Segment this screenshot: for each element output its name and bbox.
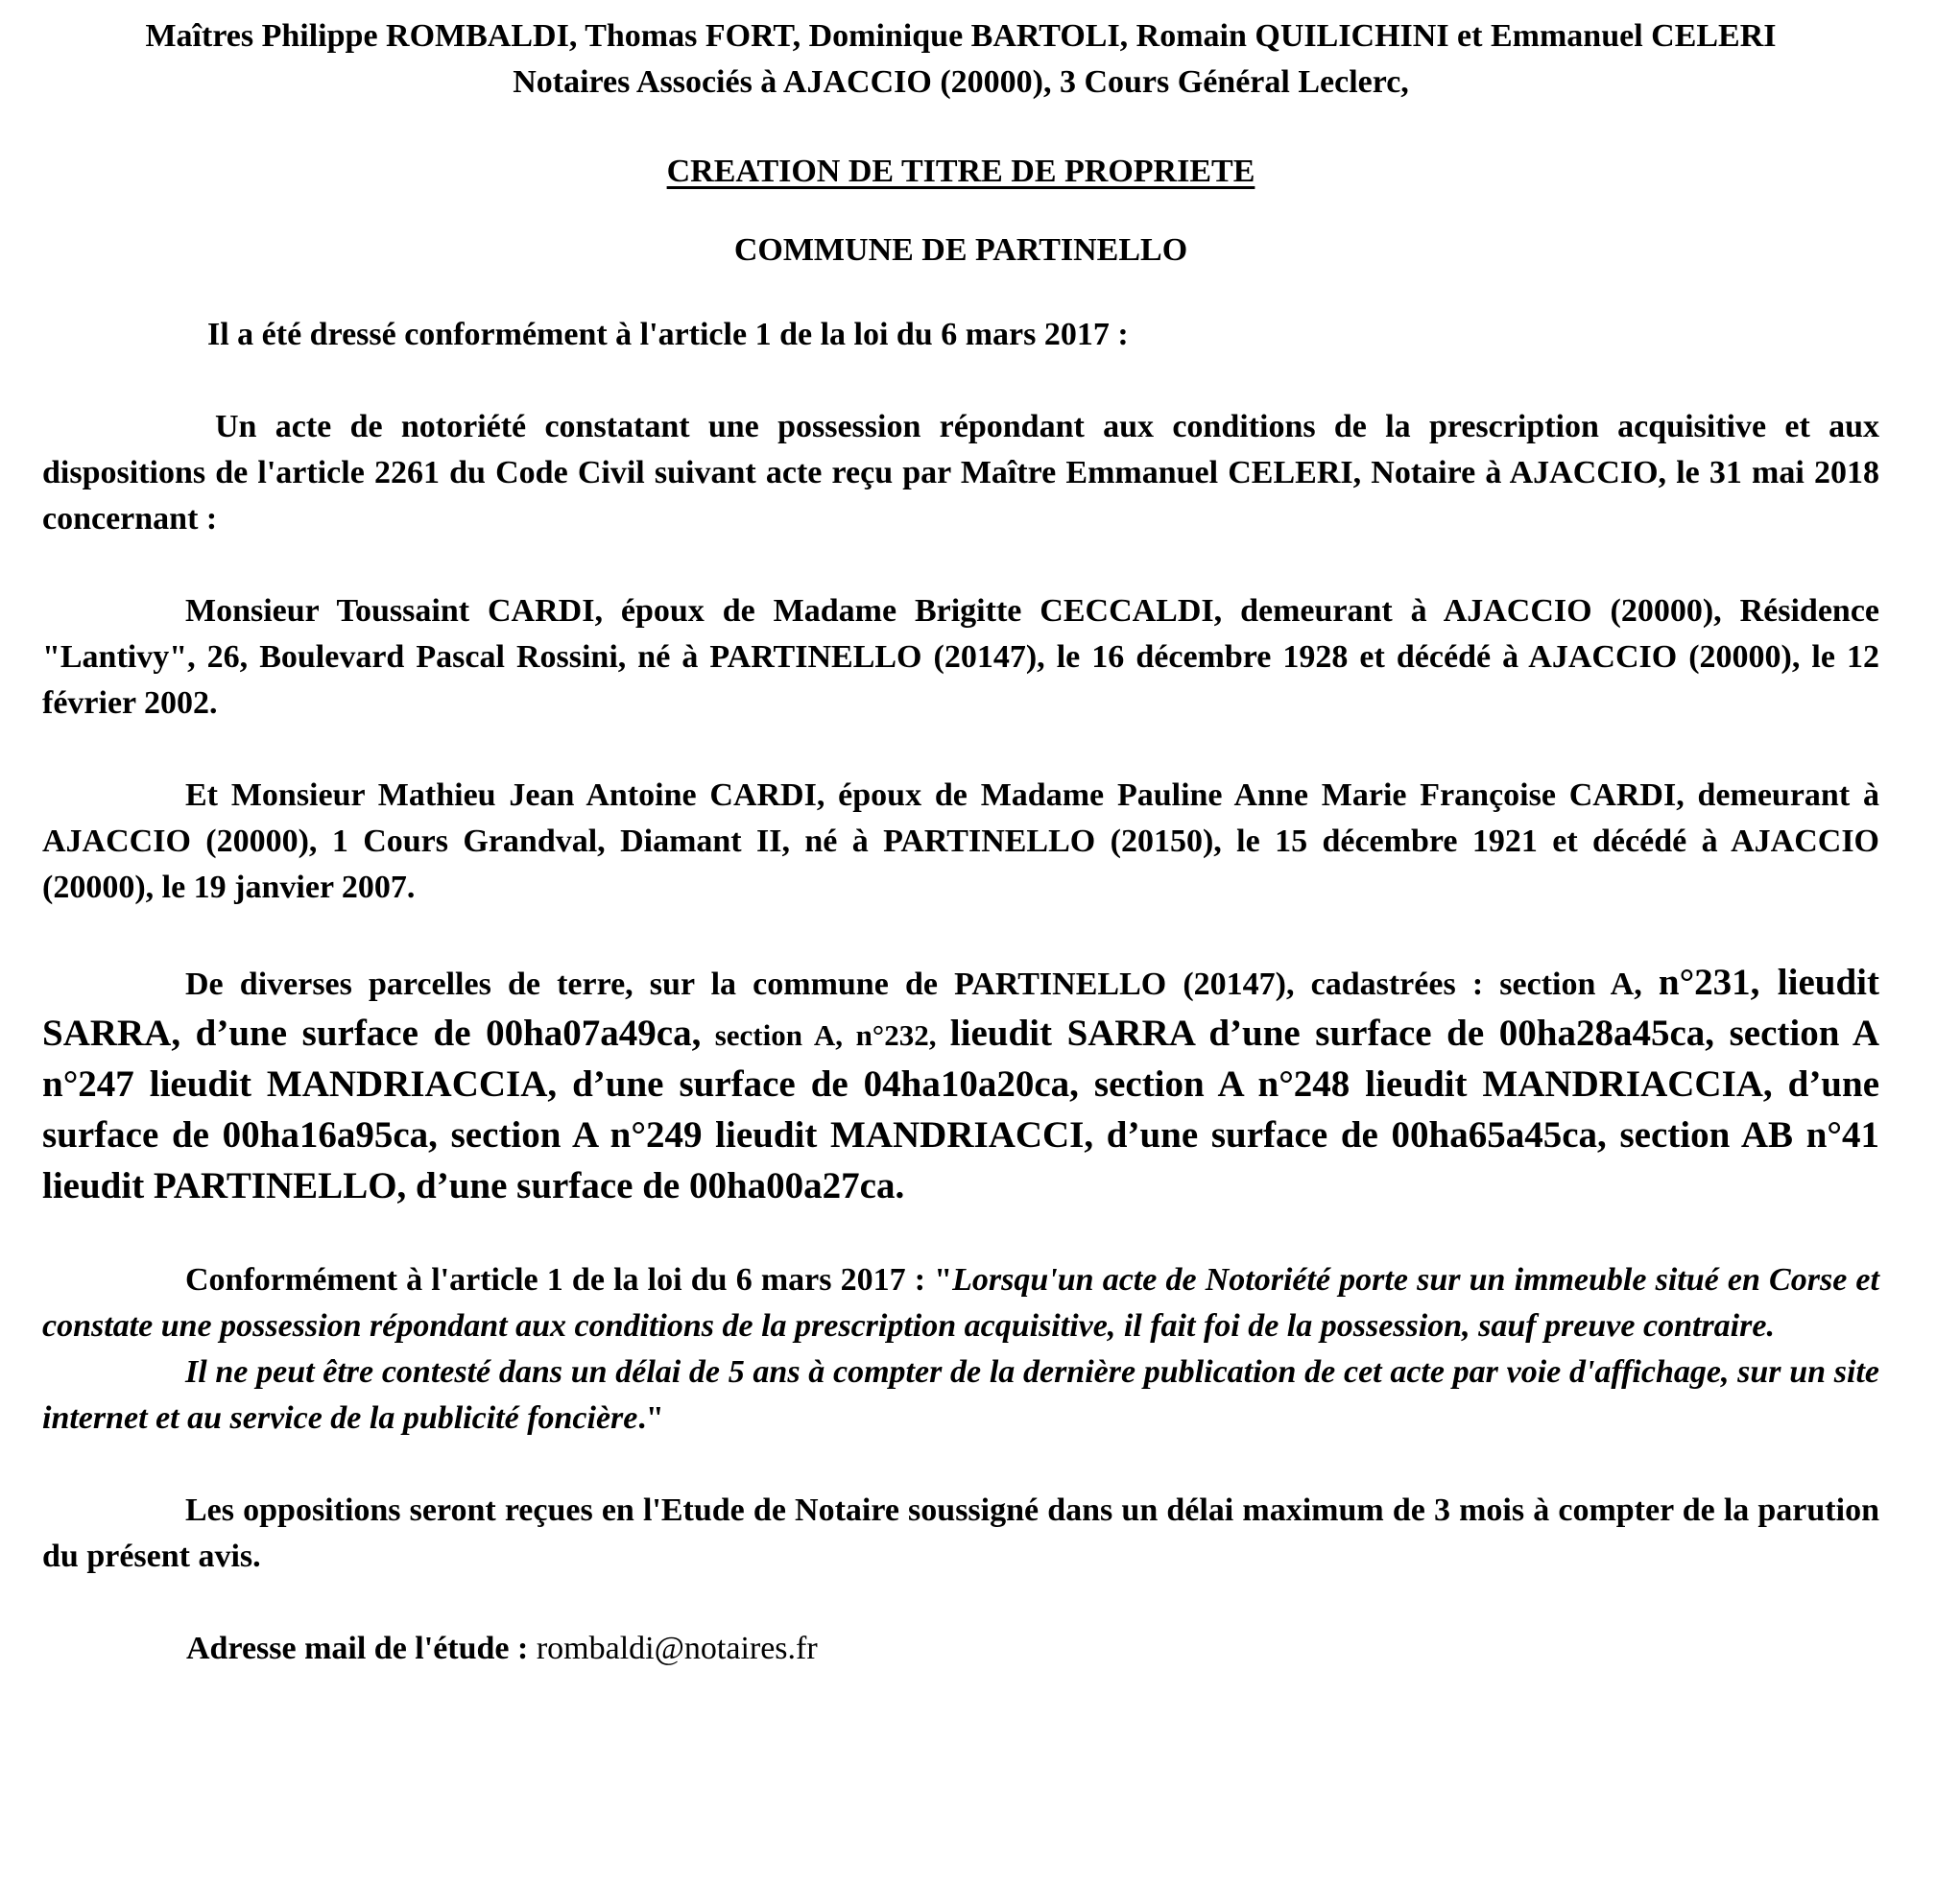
commune-title: COMMUNE DE PARTINELLO (733, 232, 1188, 268)
paragraph-parcels (42, 957, 1879, 1211)
law-quote-1: Lorsqu'un acte de Notoriété porte sur un immeuble situé en Corse et constate une possession répondant aux conditions de la prescription acquisitive, il fait foi de la possession, sauf preuve contraire. (42, 1262, 1879, 1344)
parcels-rest: lieudit SARRA d’une surface de 00ha28a45ca, section A n°247 lieudit MANDRIACCIA, d’une surface de 04ha10a20ca, section A n°248 lieudit MANDRIACCIA, d’une surface de 00ha16a95ca, section A n°249 lieudit MANDRIACCI, d’une surface de 00ha65a45ca, section AB n°41 lieudit PARTINELLO, d’une surface de 00ha00a27ca. (42, 1013, 1880, 1206)
notary-address: Notaires Associés à AJACCIO (20000), 3 Cours Général Leclerc, (513, 64, 1409, 100)
notice-document (42, 13, 1879, 1672)
contact-label: Adresse mail de l'étude : (186, 1631, 529, 1666)
notary-names: Maîtres Philippe ROMBALDI, Thomas FORT, Dominique BARTOLI, Romain QUILICHINI et Emmanuel CELERI (145, 18, 1777, 54)
paragraph-acte: Un acte de notoriété constatant une possession répondant aux conditions de la prescription acquisitive et aux dispositions de l'article 2261 du Code Civil suivant acte reçu par Maître Emmanuel CELERI, Notaire à AJACCIO, le 31 mai 2018 concernant : (42, 409, 1879, 537)
parcels-intro: De diverses parcelles de terre, sur la commune de PARTINELLO (20147), cadastrées : section A, (185, 967, 1642, 1002)
notary-header (42, 13, 1879, 106)
notice-title: CREATION DE TITRE DE PROPRIETE (666, 154, 1255, 189)
paragraph-person-2: Et Monsieur Mathieu Jean Antoine CARDI, époux de Madame Pauline Anne Marie Françoise CARDI, demeurant à AJACCIO (20000), 1 Cours Grandval, Diamant II, né à PARTINELLO (20150), le 15 décembre 1921 et décédé à AJACCIO (20000), le 19 janvier 2007. (42, 777, 1879, 905)
parcels-first: n°231, lieudit SARRA, d’une surface de 00ha07a49ca, (42, 962, 1879, 1054)
paragraph-person-1: Monsieur Toussaint CARDI, époux de Madame Brigitte CECCALDI, demeurant à AJACCIO (20000), Résidence "Lantivy", 26, Boulevard Pascal Rossini, né à PARTINELLO (20147), le 16 décembre 1928 et décédé à AJACCIO (20000), le 12 février 2002. (42, 593, 1879, 721)
contact-line (42, 1626, 1879, 1672)
intro-line: Il a été dressé conformément à l'article 1 de la loi du 6 mars 2017 : (207, 317, 1129, 352)
law-quote-2: Il ne peut être contesté dans un délai de 5 ans à compter de la dernière publication de cet acte par voie d'affichage, sur un site internet et au service de la publicité foncière (42, 1354, 1879, 1436)
law-intro: Conformément à l'article 1 de la loi du 6 mars 2017 : " (185, 1262, 953, 1298)
contact-email-link[interactable]: rombaldi@notaires.fr (536, 1631, 818, 1666)
paragraph-law (42, 1257, 1879, 1442)
paragraph-oppositions: Les oppositions seront reçues en l'Etude de Notaire soussigné dans un délai maximum de 3 mois à compter de la parution du présent avis. (42, 1492, 1879, 1574)
law-close: ." (637, 1400, 664, 1436)
parcels-second: section A, n°232, (714, 1018, 937, 1052)
